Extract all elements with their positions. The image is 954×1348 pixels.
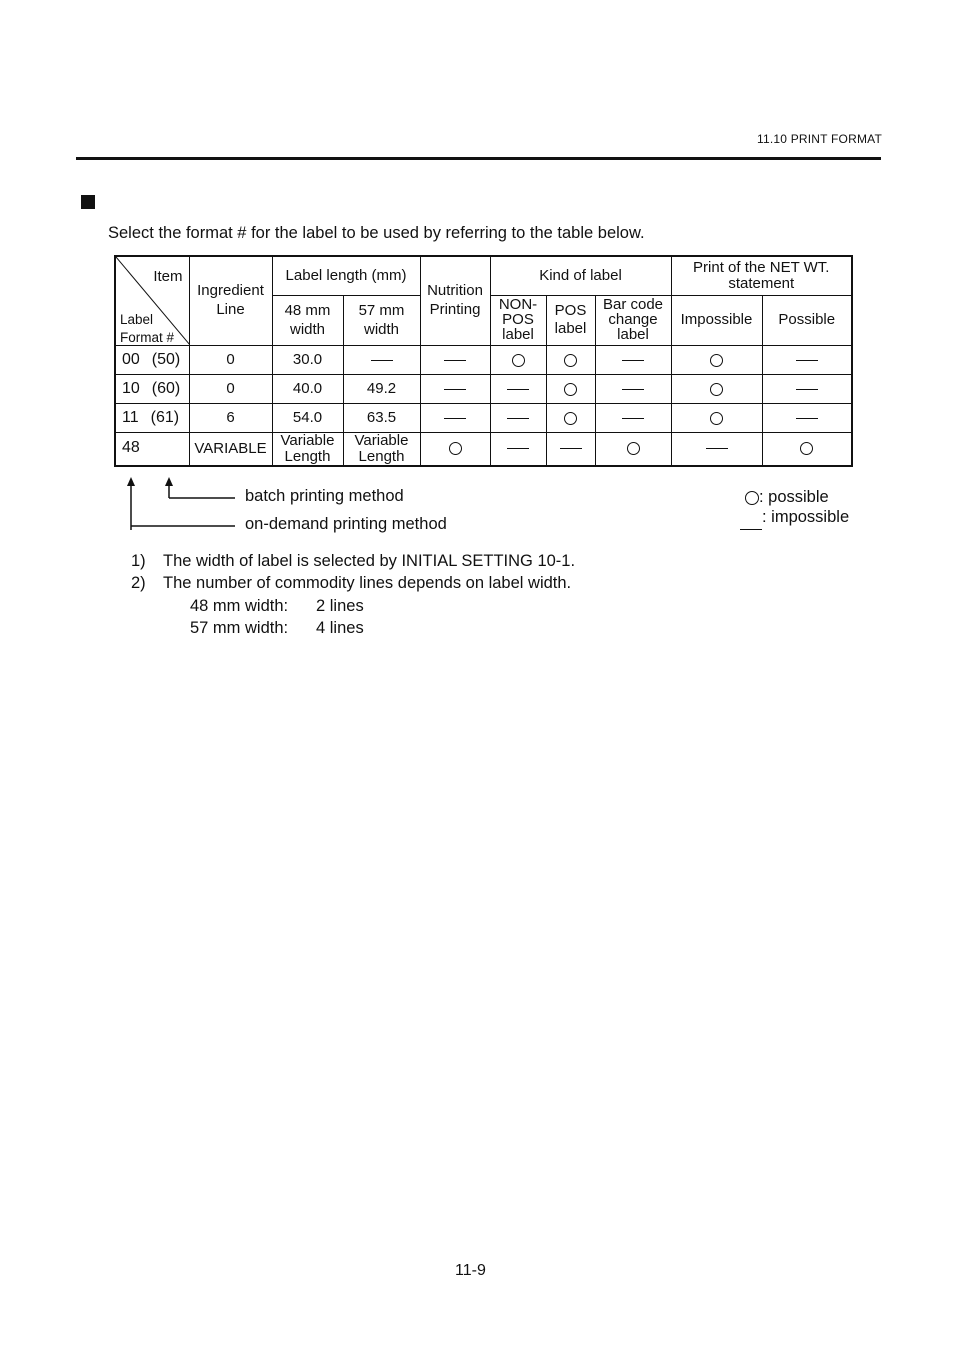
ingredient-header: Ingredient Line bbox=[189, 256, 272, 346]
w57-cell bbox=[343, 346, 420, 375]
ingredient-cell: VARIABLE bbox=[189, 433, 272, 466]
possible-cell bbox=[762, 375, 852, 404]
barcode-header: Bar code change label bbox=[595, 295, 671, 345]
dash-icon bbox=[622, 389, 644, 390]
w57-cell: 63.5 bbox=[343, 404, 420, 433]
width-line-57: 57 mm width: 4 lines bbox=[190, 619, 364, 637]
w48-cell: 40.0 bbox=[272, 375, 343, 404]
w57-header: 57 mm width bbox=[343, 295, 420, 345]
circle-icon bbox=[564, 383, 577, 396]
possible-header: Possible bbox=[762, 295, 852, 345]
circle-icon bbox=[710, 412, 723, 425]
possible-cell bbox=[762, 346, 852, 375]
dash-icon bbox=[622, 418, 644, 419]
circle-icon bbox=[449, 442, 462, 455]
ingredient-cell: 0 bbox=[189, 346, 272, 375]
possible-cell bbox=[762, 404, 852, 433]
dash-icon bbox=[796, 418, 818, 419]
item-header: Item bbox=[153, 268, 183, 285]
circle-icon bbox=[710, 354, 723, 367]
nutrition-header: Nutrition Printing bbox=[420, 256, 490, 346]
label-length-header: Label length (mm) bbox=[272, 256, 420, 295]
impossible-cell bbox=[671, 404, 762, 433]
ingredient-cell: 6 bbox=[189, 404, 272, 433]
dash-icon bbox=[706, 448, 728, 449]
dash-icon bbox=[560, 448, 582, 449]
width-line-48: 48 mm width: 2 lines bbox=[190, 597, 364, 615]
circle-icon bbox=[627, 442, 640, 455]
circle-icon bbox=[564, 412, 577, 425]
dash-icon bbox=[507, 389, 529, 390]
circle-icon bbox=[564, 354, 577, 367]
pos-cell bbox=[546, 346, 595, 375]
pos-cell bbox=[546, 433, 595, 466]
impossible-cell bbox=[671, 375, 762, 404]
format-table bbox=[114, 255, 853, 467]
ingredient-cell: 0 bbox=[189, 375, 272, 404]
nonpos-header: NON- POS label bbox=[490, 295, 546, 345]
nonpos-cell bbox=[490, 346, 546, 375]
format-cell: 10 (60) bbox=[115, 375, 189, 404]
table-row bbox=[115, 404, 852, 433]
dash-icon bbox=[444, 360, 466, 361]
dash-icon bbox=[507, 418, 529, 419]
intro-text: Select the format # for the label to be used by referring to the table below. bbox=[108, 224, 645, 242]
note-item: 2) The number of commodity lines depends on label width. bbox=[131, 574, 572, 592]
circle-icon bbox=[512, 354, 525, 367]
netwt-header: Print of the NET WT. statement bbox=[671, 256, 852, 295]
dash-icon bbox=[444, 389, 466, 390]
pos-header: POS label bbox=[546, 295, 595, 345]
method-arrows bbox=[120, 476, 240, 536]
dash-icon bbox=[622, 360, 644, 361]
possible-key: : possible bbox=[745, 488, 829, 507]
header-rule bbox=[76, 157, 881, 160]
corner-header-cell bbox=[115, 256, 189, 346]
ondemand-legend: on-demand printing method bbox=[245, 515, 447, 533]
w57-cell: 49.2 bbox=[343, 375, 420, 404]
w48-cell: 30.0 bbox=[272, 346, 343, 375]
w48-header: 48 mm width bbox=[272, 295, 343, 345]
format-cell: 48 bbox=[115, 433, 189, 466]
dash-icon bbox=[507, 448, 529, 449]
label-format-header: Label Format # bbox=[120, 312, 175, 345]
impossible-key: : impossible bbox=[740, 508, 849, 530]
dash-icon bbox=[444, 418, 466, 419]
pos-cell bbox=[546, 404, 595, 433]
dash-icon bbox=[796, 389, 818, 390]
barcode-cell bbox=[595, 404, 671, 433]
nutrition-cell bbox=[420, 433, 490, 466]
nonpos-cell bbox=[490, 375, 546, 404]
barcode-cell bbox=[595, 346, 671, 375]
circle-icon bbox=[800, 442, 813, 455]
dash-icon bbox=[796, 360, 818, 361]
format-cell: 11 (61) bbox=[115, 404, 189, 433]
section-header: 11.10 PRINT FORMAT bbox=[757, 132, 882, 146]
circle-icon bbox=[710, 383, 723, 396]
possible-cell bbox=[762, 433, 852, 466]
dash-icon bbox=[740, 529, 762, 530]
nutrition-cell bbox=[420, 375, 490, 404]
nonpos-cell bbox=[490, 433, 546, 466]
w57-cell: Variable Length bbox=[343, 433, 420, 466]
dash-icon bbox=[371, 360, 393, 361]
page-number: 11-9 bbox=[455, 1262, 486, 1279]
pos-cell bbox=[546, 375, 595, 404]
note-item: 1) The width of label is selected by INITIAL SETTING 10-1. bbox=[131, 552, 576, 570]
section-bullet-icon bbox=[81, 195, 95, 209]
w48-cell: 54.0 bbox=[272, 404, 343, 433]
nonpos-cell bbox=[490, 404, 546, 433]
format-cell: 00 (50) bbox=[115, 346, 189, 375]
table-row bbox=[115, 433, 852, 466]
nutrition-cell bbox=[420, 404, 490, 433]
nutrition-cell bbox=[420, 346, 490, 375]
w48-cell: Variable Length bbox=[272, 433, 343, 466]
batch-legend: batch printing method bbox=[245, 487, 404, 505]
table-row bbox=[115, 346, 852, 375]
circle-icon bbox=[745, 491, 759, 505]
barcode-cell bbox=[595, 375, 671, 404]
impossible-cell bbox=[671, 433, 762, 466]
impossible-header: Impossible bbox=[671, 295, 762, 345]
barcode-cell bbox=[595, 433, 671, 466]
kind-of-label-header: Kind of label bbox=[490, 256, 671, 295]
table-row bbox=[115, 375, 852, 404]
impossible-cell bbox=[671, 346, 762, 375]
